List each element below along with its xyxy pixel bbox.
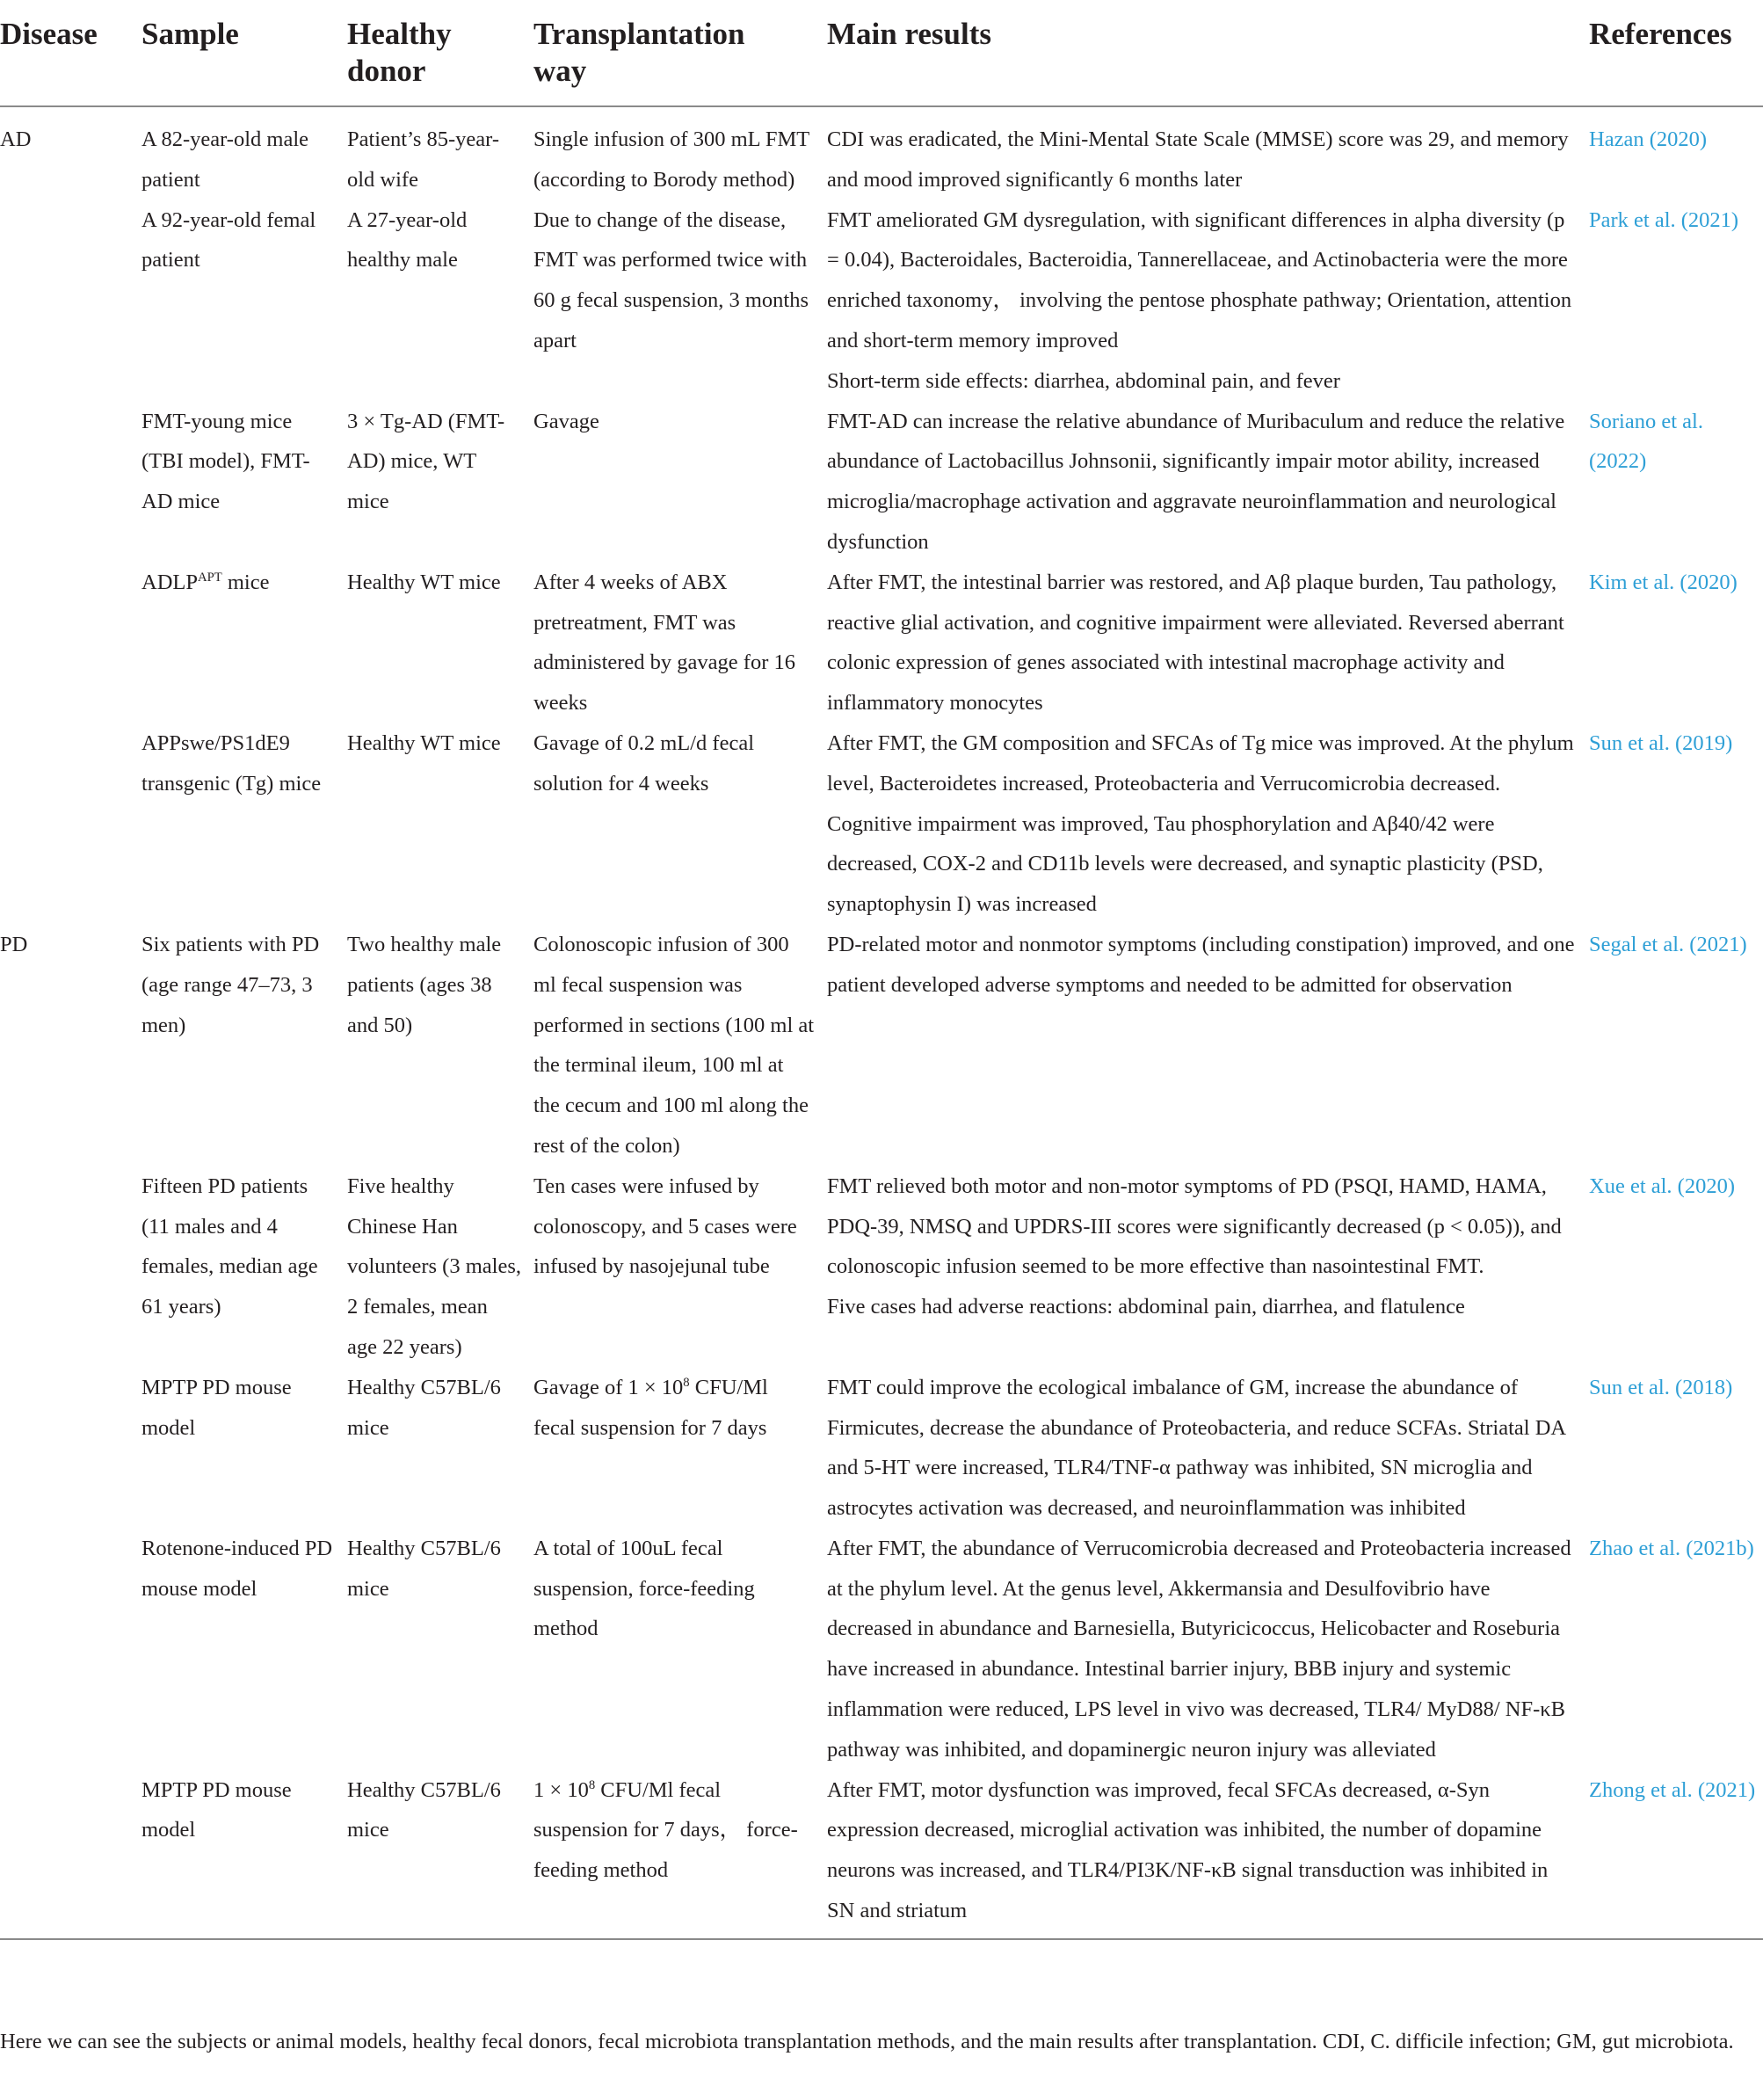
reference-link[interactable]: Zhong et al. (2021) (1589, 1777, 1756, 1802)
results-cell (827, 723, 1589, 925)
result-line: Short-term side effects: diarrhea, abdominal pain, and fever (827, 368, 1340, 393)
table-row (0, 1166, 1763, 1368)
disease-cell: AD (0, 127, 32, 151)
result-line: FMT relieved both motor and non-motor symptoms of PD (PSQI, HAMD, HAMA, PDQ-39, NMSQ and UPDRS-III scores were significantly decreased (p < 0.05)), and colonoscopic infusion seemed to be more effective than nasointestinal FMT. (827, 1174, 1562, 1279)
result-line: CDI was eradicated, the Mini-Mental State Scale (MMSE) score was 29, and memory and mood improved significantly 6 months later (827, 127, 1569, 192)
donor-cell: Healthy WT mice (347, 570, 501, 594)
way-superscript: 8 (683, 1375, 690, 1390)
result-line: Five cases had adverse reactions: abdominal pain, diarrhea, and flatulence (827, 1295, 1465, 1319)
way-cell: $1 \times 10^8$ CFU/Ml fecal suspension for 7 days， force-feeding method (533, 1777, 798, 1883)
reference-link[interactable]: Sun et al. (2019) (1589, 730, 1733, 755)
table-footnote: Here we can see the subjects or animal models, healthy fecal donors, fecal microbiota transplantation methods, and the main results after transplantation. CDI, C. difficile infection; GM, gut microbiota. (0, 2030, 1734, 2053)
sample-cell: FMT-young mice (TBI model), FMT-AD mice (141, 409, 310, 514)
disease-cell (0, 723, 141, 925)
sample-cell: Fifteen PD patients (11 males and 4 females, median age 61 years) (141, 1174, 318, 1319)
way-cell: After 4 weeks of ABX pretreatment, FMT was administered by gavage for 16 weeks (533, 570, 795, 716)
table-row (0, 200, 1763, 402)
table-row (0, 925, 1763, 1166)
donor-cell: Healthy WT mice (347, 730, 501, 755)
reference-link[interactable]: Park et al. (2021) (1589, 207, 1739, 232)
way-cell: A total of 100uL fecal suspension, force-feeding method (533, 1536, 755, 1641)
table-header-row (0, 7, 1763, 106)
table-row (0, 1770, 1763, 1939)
table-row (0, 1529, 1763, 1770)
way-cell: Colonoscopic infusion of 300 ml fecal suspension was performed in sections (100 ml at the terminal ileum, 100 ml at the cecum and 100 ml along the rest of the colon) (533, 932, 815, 1158)
fmt-studies-table (0, 7, 1763, 1940)
table-row (0, 723, 1763, 925)
sample-cell: MPTP PD mouse model (141, 1375, 292, 1440)
results-cell (827, 1166, 1589, 1368)
header-sample: Sample (141, 17, 239, 51)
table-row (0, 1368, 1763, 1529)
disease-cell (0, 200, 141, 402)
header-donor: Healthy donor (347, 17, 452, 88)
result-line: After FMT, the intestinal barrier was restored, and Aβ plaque burden, Tau pathology, reactive glial activation, and cognitive impairment were alleviated. Reversed aberrant colonic expression of genes associated with intestinal macrophage activity and inflammatory monocytes (827, 570, 1564, 716)
header-references: References (1589, 17, 1732, 51)
reference-link[interactable]: Kim et al. (2020) (1589, 570, 1738, 594)
results-cell (827, 563, 1589, 723)
result-line: PD-related motor and nonmotor symptoms (including constipation) improved, and one patient developed adverse symptoms and needed to be admitted for observation (827, 932, 1575, 997)
sample-superscript: APT (197, 570, 222, 585)
sample-cell: A 92-year-old femal patient (141, 207, 316, 272)
sample-cell: $ADLP^{APT}$ mice (141, 570, 270, 594)
results-cell (827, 106, 1589, 200)
results-cell (827, 1529, 1589, 1770)
donor-cell: A 27-year-old healthy male (347, 207, 468, 272)
result-line: FMT could improve the ecological imbalance of GM, increase the abundance of Firmicutes, decrease the abundance of Proteobacteria, and reduce SCFAs. Striatal DA and 5-HT were increased, TLR4/TNF-α pathway was inhibited, SN microglia and astrocytes activation was decreased, and neuroinflammation was inhibited (827, 1375, 1565, 1521)
disease-cell (0, 563, 141, 723)
reference-link[interactable]: Segal et al. (2021) (1589, 932, 1747, 956)
table-row (0, 563, 1763, 723)
results-cell (827, 1770, 1589, 1939)
disease-cell (0, 1166, 141, 1368)
donor-cell: Five healthy Chinese Han volunteers (3 males, 2 females, mean age 22 years) (347, 1174, 521, 1359)
results-cell (827, 402, 1589, 563)
results-cell (827, 925, 1589, 1166)
result-line: FMT ameliorated GM dysregulation, with significant differences in alpha diversity (p = 0.04), Bacteroidales, Bacteroidia, Tannerellaceae, and Actinobacteria were the more enriched taxonomy， involving the pentose phosphate pathway; Orientation, attention and short-term memory improved (827, 207, 1572, 352)
header-main-results: Main results (827, 17, 991, 51)
result-line: After FMT, the abundance of Verrucomicrobia decreased and Proteobacteria increased at the phylum level. At the genus level, Akkermansia and Desulfovibrio have decreased in abundance and Barnesiella, Butyricicoccus, Helicobacter and Roseburia have increased in abundance. Intestinal barrier injury, BBB injury and systemic inflammation were reduced, LPS level in vivo was decreased, TLR4/ MyD88/ NF-κB pathway was inhibited, and dopaminergic neuron injury was alleviated (827, 1536, 1571, 1762)
header-disease: Disease (0, 17, 98, 51)
way-cell: Due to change of the disease, FMT was performed twice with 60 g fecal suspension, 3 months apart (533, 207, 809, 352)
sample-cell: Six patients with PD (age range 47–73, 3 men) (141, 932, 320, 1037)
donor-cell: Patient’s 85-year-old wife (347, 127, 499, 192)
reference-link[interactable]: Soriano et al. (2022) (1589, 409, 1703, 474)
result-line: FMT-AD can increase the relative abundance of Muribaculum and reduce the relative abundance of Lactobacillus Johnsonii, significantly impair motor ability, increased microglia/macrophage activation and aggravate neuroinflammation and neurological dysfunction (827, 409, 1565, 554)
sample-cell: A 82-year-old male patient (141, 127, 308, 192)
donor-cell: Healthy C57BL/6 mice (347, 1375, 501, 1440)
sample-cell: MPTP PD mouse model (141, 1777, 292, 1842)
disease-cell (0, 1770, 141, 1939)
table-row (0, 402, 1763, 563)
donor-cell: Healthy C57BL/6 mice (347, 1777, 501, 1842)
way-cell: Ten cases were infused by colonoscopy, and 5 cases were infused by nasojejunal tube (533, 1174, 797, 1279)
reference-link[interactable]: Hazan (2020) (1589, 127, 1708, 151)
result-line: After FMT, the GM composition and SFCAs of Tg mice was improved. At the phylum level, Bacteroidetes increased, Proteobacteria and Verrucomicrobia decreased. Cognitive impairment was improved, Tau phosphorylation and Aβ40/42 were decreased, COX-2 and CD11b levels were decreased, and synaptic plasticity (PSD, synaptophysin I) was increased (827, 730, 1574, 917)
sample-cell: Rotenone-induced PD mouse model (141, 1536, 333, 1601)
way-cell: Gavage of $1 \times 10^8$ CFU/Ml fecal suspension for 7 days (533, 1375, 768, 1440)
way-cell: Gavage of 0.2 mL/d fecal solution for 4 weeks (533, 730, 755, 796)
way-superscript: 8 (588, 1777, 596, 1792)
table-row (0, 106, 1763, 200)
disease-cell (0, 402, 141, 563)
results-cell (827, 1368, 1589, 1529)
results-cell (827, 200, 1589, 402)
reference-link[interactable]: Xue et al. (2020) (1589, 1174, 1735, 1198)
donor-cell: 3 × Tg-AD (FMT-AD) mice, WT mice (347, 409, 505, 514)
sample-cell: APPswe/PS1dE9 transgenic (Tg) mice (141, 730, 322, 796)
reference-link[interactable]: Sun et al. (2018) (1589, 1375, 1733, 1399)
disease-cell (0, 1529, 141, 1770)
donor-cell: Healthy C57BL/6 mice (347, 1536, 501, 1601)
disease-cell: PD (0, 932, 28, 956)
header-transplantation-way: Transplantation way (533, 17, 745, 88)
disease-cell (0, 1368, 141, 1529)
way-cell: Single infusion of 300 mL FMT (according to Borody method) (533, 127, 809, 192)
donor-cell: Two healthy male patients (ages 38 and 50) (347, 932, 502, 1037)
result-line: After FMT, motor dysfunction was improved, fecal SFCAs decreased, α-Syn expression decreased, microglial activation was inhibited, the number of dopamine neurons was increased, and TLR4/PI3K/NF-κB signal transduction was inhibited in SN and striatum (827, 1777, 1549, 1923)
reference-link[interactable]: Zhao et al. (2021b) (1589, 1536, 1754, 1560)
way-cell: Gavage (533, 409, 599, 433)
